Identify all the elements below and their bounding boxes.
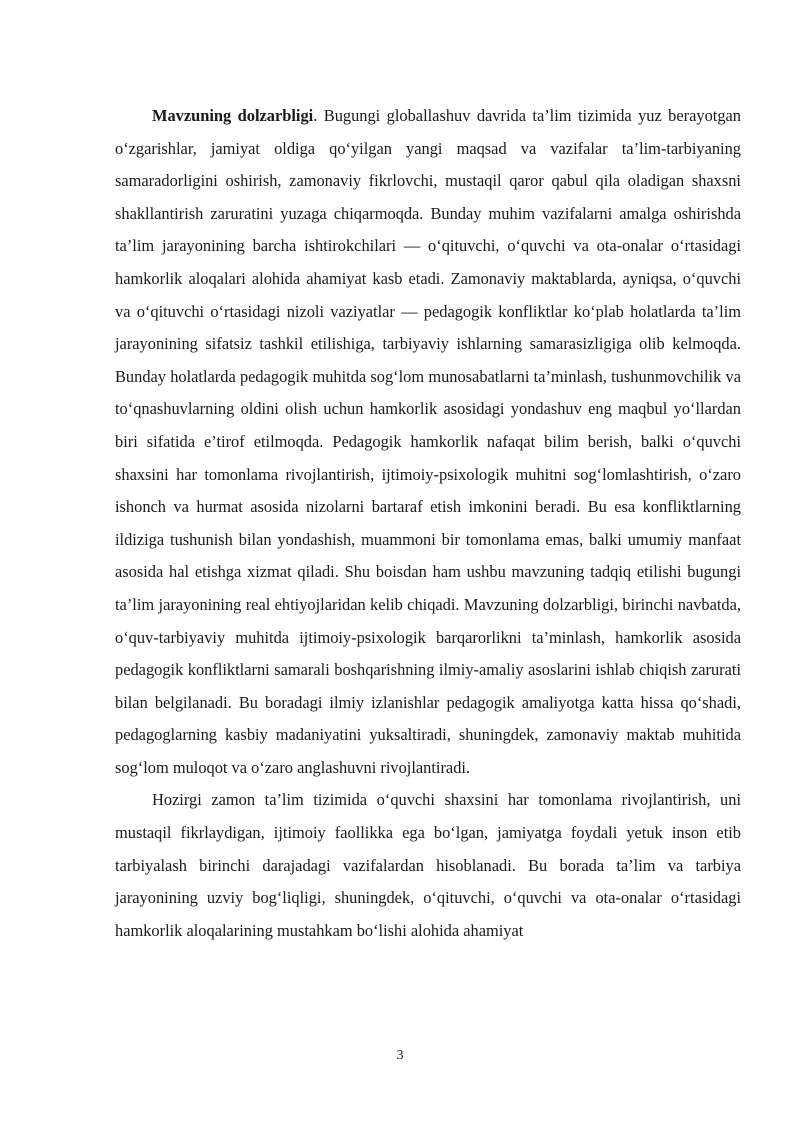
paragraph-text: . Bugungi globallashuv davrida ta’lim tizimida yuz berayotgan o‘zgarishlar, jamiyat oldiga qo‘yilgan yangi maqsad va vazifalar ta’lim-tarbiyaning samaradorligini oshirish, zamonaviy fikrlovchi, mustaqil qaror qabul qila oladigan shaxsni shakllantirish zaruratini yuzaga chiqarmoqda. Bunday muhim vazifalarni amalga oshirishda ta’lim jarayonining barcha ishtirokchilari — o‘qituvchi, o‘quvchi va ota-onalar o‘rtasidagi hamkorlik aloqalari alohida ahamiyat kasb etadi. Zamonaviy maktablarda, ayniqsa, o‘quvchi va o‘qituvchi o‘rtasidagi nizoli vaziyatlar — pedagogik konfliktlar ko‘plab holatlarda ta’lim jarayonining sifatsiz tashkil etilishiga, tarbiyaviy ishlarning samarasizligiga olib kelmoqda. Bunday holatlarda pedagogik muhitda sog‘lom munosabatlarni ta’minlash, tushunmovchilik va to‘qnashuvlarning oldini olish uchun hamkorlik asosidagi yondashuv eng maqbul yo‘llardan biri sifatida e’tirof etilmoqda. Pedagogik hamkorlik nafaqat bilim berish, balki o‘quvchi shaxsini har tomonlama rivojlantirish, ijtimoiy-psixologik muhitni sog‘lomlashtirish, o‘zaro ishonch va hurmat asosida nizolarni bartaraf etish imkonini beradi. Bu esa konfliktlarning ildiziga tushunish bilan yondashish, muammoni bir tomonlama emas, balki umumiy manfaat asosida hal etishga xizmat qiladi. Shu boisdan ham ushbu mavzuning tadqiq etilishi bugungi ta’lim jarayonining real ehtiyojlaridan kelib chiqadi. Mavzuning dolzarbligi, birinchi navbatda, o‘quv-tarbiyaviy muhitda ijtimoiy-psixologik barqarorlikni ta’minlash, hamkorlik asosida pedagogik konfliktlarni samarali boshqarishning ilmiy-amaliy asoslarini ishlab chiqish zarurati bilan belgilanadi. Bu boradagi ilmiy izlanishlar pedagogik amaliyotga katta hissa qo‘shadi, pedagoglarning kasbiy madaniyatini yuksaltiradi, shuningdek, zamonaviy maktab muhitida sog‘lom muloqot va o‘zaro anglashuvni rivojlantiradi. xyxy=(115,106,741,777)
document-body xyxy=(115,100,741,947)
paragraph-relevance xyxy=(115,100,741,784)
paragraph-modern-education xyxy=(115,784,741,947)
paragraph-text: Hozirgi zamon ta’lim tizimida o‘quvchi shaxsini har tomonlama rivojlantirish, uni mustaqil fikrlaydigan, ijtimoiy faollikka ega bo‘lgan, jamiyatga foydali yetuk inson etib tarbiyalash birinchi darajadagi vazifalardan hisoblanadi. Bu borada ta’lim va tarbiya jarayonining uzviy bog‘liqligi, shuningdek, o‘qituvchi, o‘quvchi va ota-onalar o‘rtasidagi hamkorlik aloqalarining mustahkam bo‘lishi alohida ahamiyat xyxy=(115,790,741,940)
paragraph-lead-heading: Mavzuning dolzarbligi xyxy=(152,106,314,125)
page-number: 3 xyxy=(396,1048,404,1063)
